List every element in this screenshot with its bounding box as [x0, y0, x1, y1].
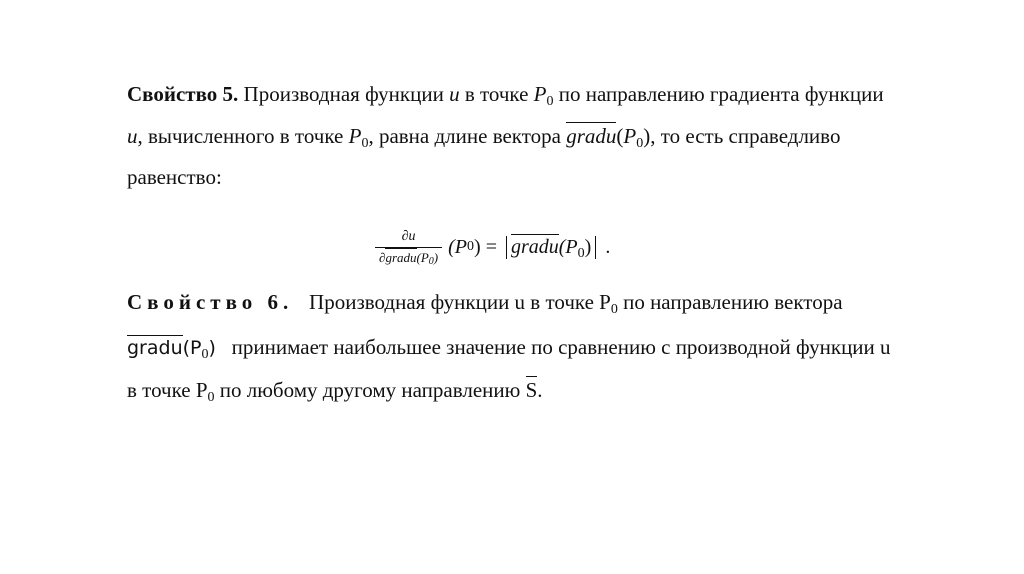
- var-u: u: [127, 124, 138, 148]
- property5-line1: [127, 82, 884, 109]
- point-p: P: [348, 124, 362, 148]
- paren: ): [584, 235, 592, 258]
- text: Производная функции u в точке P: [293, 290, 611, 314]
- fraction: [375, 229, 442, 266]
- subscript: 0: [577, 245, 585, 261]
- derivative-formula: $\frac{\partial u}{\partial gradu(P_0)}$ (P 0 ) = $gradu(P_0)$ .: [375, 222, 610, 272]
- subscript: 0: [546, 94, 554, 109]
- point: (P: [416, 249, 429, 265]
- subscript: 0: [428, 255, 434, 267]
- text: , равна длине вектора: [368, 124, 567, 148]
- text: , вычисленного в точке: [137, 124, 349, 148]
- text: , то есть справедливо: [650, 124, 841, 148]
- text: равенство:: [127, 165, 222, 189]
- property6-line1: [127, 290, 843, 317]
- fraction-denominator: [375, 247, 442, 266]
- text: по любому другому направлению: [214, 378, 526, 402]
- text: Производная функции: [238, 82, 450, 106]
- property6-title: Свойство 6.: [127, 290, 294, 314]
- property5-title: Свойство 5.: [127, 82, 239, 106]
- grad-vector: gradu: [510, 235, 559, 258]
- grad-vector: gradu: [566, 124, 617, 148]
- text: по направлению градиента функции: [553, 82, 884, 106]
- paren: ): [433, 249, 439, 265]
- period: .: [600, 235, 611, 258]
- subscript: 0: [610, 302, 618, 317]
- paren: ): [474, 235, 481, 258]
- grad-vector: gradu: [385, 249, 417, 265]
- var-u: u: [449, 82, 460, 106]
- text: в точке P: [127, 378, 208, 402]
- property6-line2: [127, 335, 891, 362]
- s-vector: S: [525, 378, 538, 402]
- subscript: 0: [201, 347, 209, 362]
- text: принимает наибольшее значение по сравнению с производной функции u: [215, 335, 891, 359]
- text: по направлению вектора: [617, 290, 843, 314]
- point-p: P: [623, 124, 637, 148]
- paren: ): [208, 337, 216, 359]
- subscript: 0: [207, 390, 215, 405]
- subscript: 0: [361, 136, 369, 151]
- equals-sign: =: [480, 235, 502, 258]
- period: .: [537, 378, 543, 402]
- subscript: 0: [636, 136, 644, 151]
- point-p: P: [533, 82, 547, 106]
- lhs-point: (P: [448, 235, 468, 258]
- property5-line2: [127, 124, 841, 151]
- property5-line3: [127, 167, 222, 188]
- fraction-numerator: ∂u: [401, 228, 416, 244]
- property6-line3: [127, 378, 543, 405]
- paren: ): [643, 124, 651, 148]
- absolute-value: [506, 236, 596, 259]
- grad-vector: gradu: [127, 337, 183, 359]
- point: (P: [182, 337, 202, 359]
- text: в точке: [459, 82, 534, 106]
- paren: (: [616, 124, 624, 148]
- partial-symbol: ∂: [379, 249, 386, 265]
- point: (P: [558, 235, 578, 258]
